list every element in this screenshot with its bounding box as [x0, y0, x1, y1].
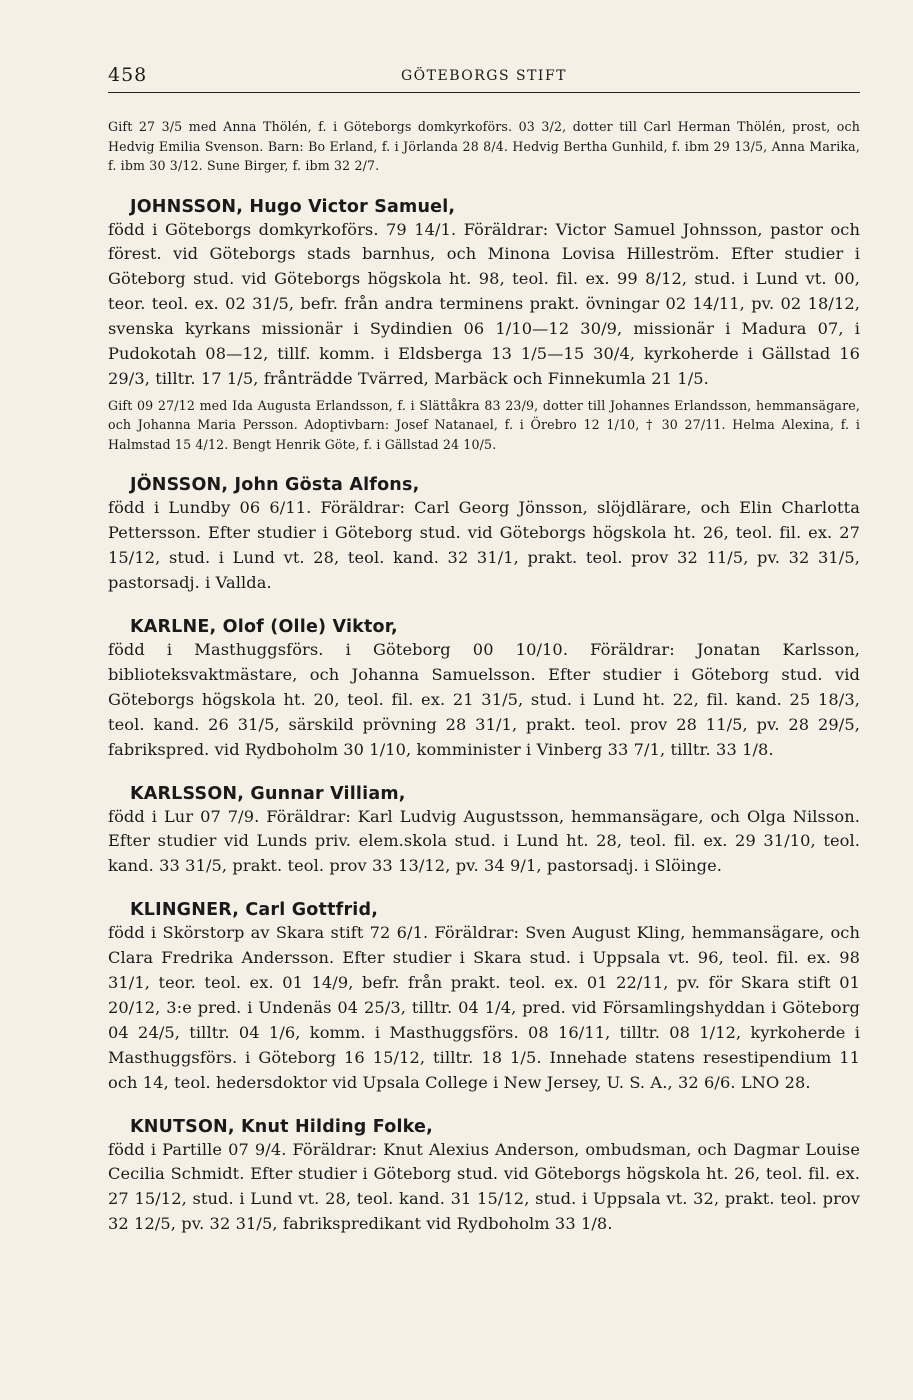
running-head	[108, 62, 860, 90]
entry-name: JÖNSSON, John Gösta Alfons,	[130, 475, 420, 496]
entry-name: KARLSSON, Gunnar Villiam,	[130, 783, 406, 804]
running-title: GÖTEBORGS STIFT	[400, 68, 568, 84]
entry-name: KNUTSON, Knut Hilding Folke,	[130, 1116, 433, 1137]
page	[108, 62, 860, 1237]
entry-text: född i Masthuggsförs. i Göteborg 00 10/10. Föräldrar: Jonatan Karlsson, biblioteksvaktmästare, och Johanna Samuelsson. Efter studier i Göteborg stud. vid Göteborgs högskola ht. 20, teol. fil. ex. 21 31/5, stud. i Lund ht. 22, fil. kand. 25 18/3, teol. kand. 26 31/5, särskild prövning 28 31/1, prakt. teol. prov 28 11/5, pv. 28 29/5, fabrikspred. vid Rydboholm 30 1/10, komminister i Vinberg 33 7/1, tilltr. 33 1/8.	[108, 639, 860, 759]
intro-paragraph: Gift 27 3/5 med Anna Thölén, f. i Göteborgs domkyrkoförs. 03 3/2, dotter till Carl Herman Thölén, prost, och Hedvig Emilia Svenson. Barn: Bo Erland, f. i Jörlanda 28 8/4. Hedvig Bertha Gunhild, f. ibm 29 13/5, Anna Marika, f. ibm 30 3/12. Sune Birger, f. ibm 32 2/7.	[108, 119, 860, 173]
entry-jonsson	[108, 474, 860, 596]
entry-marriage: Gift 09 27/12 med Ida Augusta Erlandsson, f. i Slättåkra 83 23/9, dotter till Johannes Erlandsson, hemmansägare, och Johanna Maria Persson. Adoptivbarn: Josef Natanael, f. i Örebro 12 1/10, † 30 27/11. Helma Alexina, f. i Halmstad 15 4/12. Bengt Henrik Göte, f. i Gällstad 24 10/5.	[108, 397, 860, 452]
entry-text: född i Göteborgs domkyrkoförs. 79 14/1. Föräldrar: Victor Samuel Johnsson, pastor och förest. vid Göteborgs stads barnhus, och Minona Lovisa Hilleström. Efter studier i Göteborg stud. vid Göteborgs högskola ht. 98, teol. fil. ex. 99 8/12, stud. i Lund vt. 00, teor. teol. ex. 02 31/5, befr. från andra terminens prakt. övningar 02 14/11, pv. 02 18/12, svenska kyrkans missionär i Sydindien 06 1/10—12 30/9, missionär i Madura 07, i Pudokotah 08—12, tillf. komm. i Eldsberga 13 1/5—15 30/4, kyrkoherde i Gällstad 16 29/3, tilltr. 17 1/5, frånträdde Tvärred, Marbäck och Finnekumla 21 1/5.	[108, 219, 860, 388]
entry-name: KARLNE, Olof (Olle) Viktor,	[130, 616, 398, 637]
page-number: 458	[108, 64, 148, 86]
entry-knutson	[108, 1116, 860, 1238]
entry-klingner	[108, 899, 860, 1095]
entry-text: född i Lundby 06 6/11. Föräldrar: Carl Georg Jönsson, slöjdlärare, och Elin Charlotta Pettersson. Efter studier i Göteborg stud. vid Göteborgs högskola ht. 26, teol. fil. ex. 27 15/12, stud. i Lund vt. 28, teol. kand. 32 31/1, prakt. teol. prov 32 11/5, pv. 32 31/5, pastorsadj. i Vallda.	[108, 498, 860, 593]
entry-karlsson	[108, 783, 860, 880]
entry-name: JOHNSSON, Hugo Victor Samuel,	[130, 196, 456, 217]
entry-text: född i Lur 07 7/9. Föräldrar: Karl Ludvig Augustsson, hemmansägare, och Olga Nilsson. Efter studier vid Lunds priv. elem.skola stud. i Lund ht. 28, teol. fil. ex. 29 31/10, teol. kand. 33 31/5, prakt. teol. prov 33 13/12, pv. 34 9/1, pastorsadj. i Slöinge.	[108, 806, 860, 876]
entry-name: KLINGNER, Carl Gottfrid,	[130, 900, 379, 921]
entry-text: född i Skörstorp av Skara stift 72 6/1. Föräldrar: Sven August Kling, hemmansägare, och Clara Fredrika Andersson. Efter studier i Skara stud. i Uppsala vt. 96, teol. fil. ex. 98 31/1, teor. teol. ex. 01 14/9, befr. från prakt. teol. ex. 01 22/11, pv. för Skara stift 01 20/12, 3:e pred. i Undenäs 04 25/3, tilltr. 04 1/4, pred. vid Församlingshyddan i Göteborg 04 24/5, tilltr. 04 1/6, komm. i Masthuggsförs. 08 16/11, tilltr. 08 1/12, kyrkoherde i Masthuggsförs. i Göteborg 16 15/12, tilltr. 18 1/5. Innehade statens resestipendium 11 och 14, teol. hedersdoktor vid Upsala College i New Jersey, U. S. A., 32 6/6. LNO 28.	[108, 923, 860, 1092]
entry-karlne	[108, 616, 860, 763]
header-rule	[108, 92, 860, 93]
entry-text: född i Partille 07 9/4. Föräldrar: Knut Alexius Anderson, ombudsman, och Dagmar Louise Cecilia Schmidt. Efter studier i Göteborg stud. vid Göteborgs högskola ht. 26, teol. fil. ex. 27 15/12, stud. i Lund vt. 28, teol. kand. 31 15/12, stud. i Uppsala vt. 32, prakt. teol. prov 32 12/5, pv. 32 31/5, fabrikspredikant vid Rydboholm 33 1/8.	[108, 1139, 860, 1234]
entry-johnsson	[108, 196, 860, 455]
